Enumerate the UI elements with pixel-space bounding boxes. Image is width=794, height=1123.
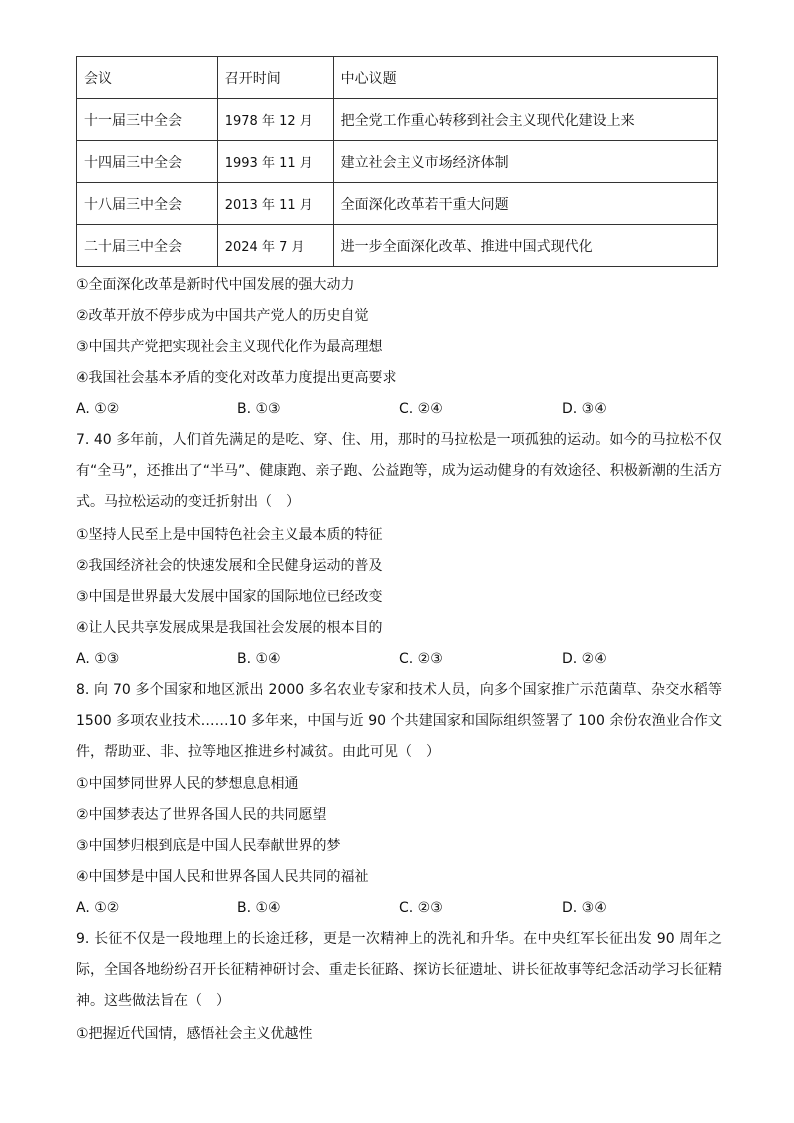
table-row [77,225,718,267]
table-header-cell: 中心议题 [333,57,717,99]
table-header-row [77,57,718,99]
q7-statement-2: ②我国经济社会的快速发展和全民健身运动的普及 [76,558,383,574]
q8-option-b[interactable]: B. ①④ [237,900,281,916]
table-row [77,99,718,141]
q9-statement-1: ①把握近代国情，感悟社会主义优越性 [76,1026,313,1042]
table-cell-topic: 把全党工作重心转移到社会主义现代化建设上来 [333,99,717,141]
q6-option-b[interactable]: B. ①③ [237,401,281,417]
q6-statement-4: ④我国社会基本矛盾的变化对改革力度提出更高要求 [76,370,397,386]
table-cell-date: 1993 年 11 月 [217,141,333,183]
q8-options [76,898,722,918]
table-cell-date: 1978 年 12 月 [217,99,333,141]
q7-options [76,649,722,669]
table-header-cell: 召开时间 [217,57,333,99]
q7-statement-1: ①坚持人民至上是中国特色社会主义最本质的特征 [76,527,383,543]
q8-option-d[interactable]: D. ③④ [562,900,607,916]
table-cell-topic: 全面深化改革若干重大问题 [333,183,717,225]
table-cell-date: 2024 年 7 月 [217,225,333,267]
q6-statement-1: ①全面深化改革是新时代中国发展的强大动力 [76,277,355,293]
q6-option-a[interactable]: A. ①② [76,401,120,417]
q6-option-c[interactable]: C. ②④ [399,401,443,417]
table-header-cell: 会议 [77,57,218,99]
q8-statement-4: ④中国梦是中国人民和世界各国人民共同的福祉 [76,869,369,885]
q8-option-c[interactable]: C. ②③ [399,900,443,916]
q7-statement-3: ③中国是世界最大发展中国家的国际地位已经改变 [76,589,383,605]
q8-statement-1: ①中国梦同世界人民的梦想息息相通 [76,776,299,792]
q6-statement-3: ③中国共产党把实现社会主义现代化作为最高理想 [76,339,383,355]
q8-statement-3: ③中国梦归根到底是中国人民奉献世界的梦 [76,838,341,854]
q7-option-b[interactable]: B. ①④ [237,651,281,667]
q8-option-a[interactable]: A. ①② [76,900,120,916]
q8-stem: 8. 向 70 多个国家和地区派出 2000 多名农业专家和技术人员，向多个国家推广示范菌草、杂交水稻等 1500 多项农业技术……10 多年来，中国与近 90 个共建国家和国际组织签署了 100 余份农渔业合作文件，帮助亚、非、拉等地区推进乡村减贫。由此可见（ ） [76,682,722,760]
table-row [77,183,718,225]
q7-option-a[interactable]: A. ①③ [76,651,120,667]
q8-statement-2: ②中国梦表达了世界各国人民的共同愿望 [76,807,327,823]
table-cell-meeting: 二十届三中全会 [77,225,218,267]
table-cell-meeting: 十四届三中全会 [77,141,218,183]
q7-option-d[interactable]: D. ②④ [562,651,607,667]
plenary-sessions-table [76,56,718,267]
q7-stem: 7. 40 多年前，人们首先满足的是吃、穿、住、用，那时的马拉松是一项孤独的运动。如今的马拉松不仅有“全马”，还推出了“半马”、健康跑、亲子跑、公益跑等，成为运动健身的有效途径、积极新潮的生活方式。马拉松运动的变迁折射出（ ） [76,432,722,510]
table-cell-date: 2013 年 11 月 [217,183,333,225]
table-cell-meeting: 十一届三中全会 [77,99,218,141]
q6-options [76,399,722,419]
q9-stem: 9. 长征不仅是一段地理上的长途迁移，更是一次精神上的洗礼和升华。在中央红军长征出发 90 周年之际，全国各地纷纷召开长征精神研讨会、重走长征路、探访长征遗址、讲长征故事等纪念活动学习长征精神。这些做法旨在（ ） [76,931,722,1009]
table-cell-topic: 建立社会主义市场经济体制 [333,141,717,183]
q6-option-d[interactable]: D. ③④ [562,401,607,417]
table-cell-topic: 进一步全面深化改革、推进中国式现代化 [333,225,717,267]
q7-statement-4: ④让人民共享发展成果是我国社会发展的根本目的 [76,620,383,636]
table-cell-meeting: 十八届三中全会 [77,183,218,225]
q6-statement-2: ②改革开放不停步成为中国共产党人的历史自觉 [76,308,369,324]
q7-option-c[interactable]: C. ②③ [399,651,443,667]
table-row [77,141,718,183]
